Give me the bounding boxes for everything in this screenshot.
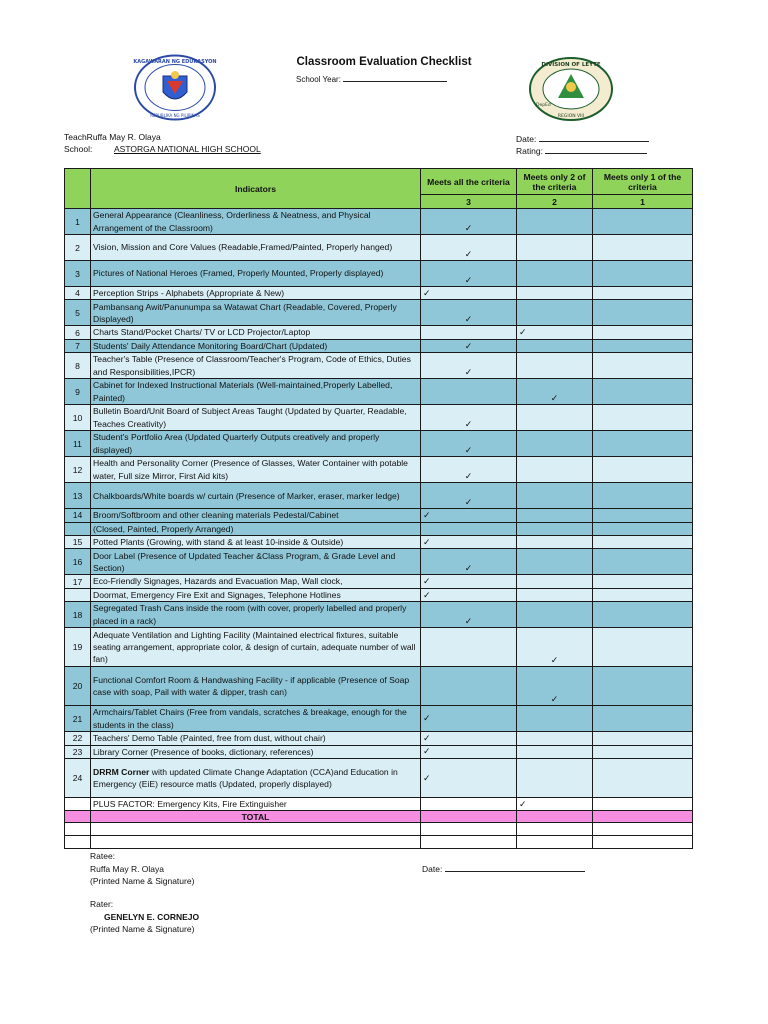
ratee-date-field xyxy=(422,862,585,876)
indicator-text: Door Label (Presence of Updated Teacher &Class Program, & Grade Level and Section) xyxy=(91,549,421,575)
table-row xyxy=(65,405,693,431)
indicator-rows xyxy=(65,209,693,811)
rating-cell-3[interactable]: ✓ xyxy=(421,431,517,457)
row-number: 4 xyxy=(65,287,91,300)
indicator-text: Perception Strips - Alphabets (Appropriate & New) xyxy=(91,287,421,300)
meets-two-header: Meets only 2 of the criteria xyxy=(517,169,593,195)
rating-cell-3[interactable]: ✓ xyxy=(421,602,517,628)
rating-cell-2[interactable]: ✓ xyxy=(517,326,593,339)
table-row xyxy=(65,339,693,352)
svg-text:DIVISION OF LEYTE: DIVISION OF LEYTE xyxy=(541,62,601,68)
school-year-label: School Year: xyxy=(296,75,341,84)
row-number: 14 xyxy=(65,509,91,522)
rating-cell-2[interactable] xyxy=(517,405,593,431)
table-row xyxy=(65,549,693,575)
table-row xyxy=(65,287,693,300)
rating-cell-2[interactable] xyxy=(517,235,593,261)
total-cell-3 xyxy=(421,811,517,823)
date-line xyxy=(539,132,649,142)
rating-cell-2[interactable] xyxy=(517,261,593,287)
rating-line xyxy=(545,144,647,154)
rating-cell-2[interactable] xyxy=(517,353,593,379)
table-row xyxy=(65,522,693,535)
rater-block xyxy=(90,898,199,936)
table-row xyxy=(65,379,693,405)
table-row xyxy=(65,353,693,379)
indicator-text: Eco-Friendly Signages, Hazards and Evacuation Map, Wall clock, xyxy=(91,575,421,588)
rating-cell-3[interactable] xyxy=(421,522,517,535)
table-row xyxy=(65,457,693,483)
table-row xyxy=(65,261,693,287)
row-number: 2 xyxy=(65,235,91,261)
number-header xyxy=(65,169,91,209)
rating-cell-2[interactable] xyxy=(517,549,593,575)
date-field xyxy=(516,132,649,144)
score-2: 2 xyxy=(517,195,593,209)
rating-field xyxy=(516,144,647,156)
teacher-label: TeachRuffa May R. Olaya xyxy=(64,132,161,142)
rating-cell-2[interactable] xyxy=(517,457,593,483)
table-row xyxy=(65,706,693,732)
rating-cell-2[interactable] xyxy=(517,602,593,628)
table-row xyxy=(65,628,693,667)
rating-cell-1[interactable] xyxy=(593,798,693,811)
rating-cell-1[interactable] xyxy=(593,536,693,549)
svg-text:DepEd: DepEd xyxy=(536,103,551,108)
page-title: Classroom Evaluation Checklist xyxy=(296,56,472,68)
table-row xyxy=(65,300,693,326)
indicator-text: Charts Stand/Pocket Charts/ TV or LCD Projector/Laptop xyxy=(91,326,421,339)
row-number: 1 xyxy=(65,209,91,235)
rater-caption: (Printed Name & Signature) xyxy=(90,924,195,934)
table-row xyxy=(65,483,693,509)
rating-cell-1[interactable] xyxy=(593,745,693,758)
rating-cell-1[interactable] xyxy=(593,326,693,339)
svg-text:KAGAWARAN NG EDUKASYON: KAGAWARAN NG EDUKASYON xyxy=(133,59,217,65)
rating-cell-1[interactable] xyxy=(593,353,693,379)
rating-cell-3[interactable]: ✓ xyxy=(421,706,517,732)
row-number: 22 xyxy=(65,732,91,745)
table-row xyxy=(65,235,693,261)
indicator-text: Teacher's Table (Presence of Classroom/Teacher's Program, Code of Ethics, Duties and Responsibilities,IPCR) xyxy=(91,353,421,379)
indicators-header: Indicators xyxy=(91,169,421,209)
rating-cell-2[interactable]: ✓ xyxy=(517,379,593,405)
row-number: 21 xyxy=(65,706,91,732)
row-number: 8 xyxy=(65,353,91,379)
row-number: 7 xyxy=(65,339,91,352)
indicator-text: Health and Personality Corner (Presence of Glasses, Water Container with potable water, Full size Mirror, First Aid kits) xyxy=(91,457,421,483)
rating-cell-1[interactable] xyxy=(593,667,693,706)
ratee-date-line xyxy=(445,862,585,872)
row-number xyxy=(65,798,91,811)
row-number: 16 xyxy=(65,549,91,575)
table-row xyxy=(65,326,693,339)
indicator-text: Student's Portfolio Area (Updated Quarterly Outputs creatively and properly displayed) xyxy=(91,431,421,457)
indicator-text: Students' Daily Attendance Monitoring Board/Chart (Updated) xyxy=(91,339,421,352)
rating-cell-3[interactable]: ✓ xyxy=(421,300,517,326)
school-year-line xyxy=(343,73,447,82)
indicator-text: Functional Comfort Room & Handwashing Facility - if applicable (Presence of Soap case with soap, Pail with water & dipper, trash can) xyxy=(91,667,421,706)
rating-cell-2[interactable] xyxy=(517,732,593,745)
rating-cell-2[interactable] xyxy=(517,536,593,549)
table-row xyxy=(65,667,693,706)
indicator-text: PLUS FACTOR: Emergency Kits, Fire Extinguisher xyxy=(91,798,421,811)
rating-cell-1[interactable] xyxy=(593,509,693,522)
rating-cell-2[interactable] xyxy=(517,209,593,235)
indicator-text: Pambansang Awit/Panunumpa sa Watawat Chart (Readable, Covered, Properly Displayed) xyxy=(91,300,421,326)
rating-cell-1[interactable] xyxy=(593,732,693,745)
rating-cell-3[interactable]: ✓ xyxy=(421,588,517,601)
indicator-text: Vision, Mission and Core Values (Readable,Framed/Painted, Properly hanged) xyxy=(91,235,421,261)
row-number: 5 xyxy=(65,300,91,326)
rating-cell-2[interactable]: ✓ xyxy=(517,628,593,667)
rating-cell-3[interactable] xyxy=(421,667,517,706)
rating-cell-2[interactable] xyxy=(517,431,593,457)
row-number: 6 xyxy=(65,326,91,339)
rating-cell-3[interactable]: ✓ xyxy=(421,732,517,745)
rating-cell-1[interactable] xyxy=(593,522,693,535)
indicator-text: Segregated Trash Cans inside the room (with cover, properly labelled and properly placed in a rack) xyxy=(91,602,421,628)
rating-cell-3[interactable]: ✓ xyxy=(421,405,517,431)
rating-cell-1[interactable] xyxy=(593,209,693,235)
table-row xyxy=(65,732,693,745)
meets-all-header: Meets all the criteria xyxy=(421,169,517,195)
rating-cell-1[interactable] xyxy=(593,706,693,732)
rating-cell-3[interactable]: ✓ xyxy=(421,759,517,798)
ratee-label: Ratee: xyxy=(90,851,116,861)
rating-cell-2[interactable] xyxy=(517,575,593,588)
rating-cell-1[interactable] xyxy=(593,549,693,575)
meets-one-header: Meets only 1 of the criteria xyxy=(593,169,693,195)
rating-cell-3[interactable]: ✓ xyxy=(421,549,517,575)
total-row xyxy=(65,811,693,823)
indicator-text: Bulletin Board/Unit Board of Subject Areas Taught (Updated by Quarter, Readable, Teaches Creativity) xyxy=(91,405,421,431)
rating-cell-3[interactable]: ✓ xyxy=(421,536,517,549)
row-number xyxy=(65,522,91,535)
ratee-block xyxy=(90,850,194,888)
school-name: ASTORGA NATIONAL HIGH SCHOOL xyxy=(114,144,261,154)
date-label: Date: xyxy=(516,134,537,144)
rating-cell-2[interactable] xyxy=(517,287,593,300)
rating-cell-3[interactable]: ✓ xyxy=(421,483,517,509)
total-cell-2 xyxy=(517,811,593,823)
table-row xyxy=(65,575,693,588)
row-number: 3 xyxy=(65,261,91,287)
total-label: TOTAL xyxy=(91,811,421,823)
table-row xyxy=(65,209,693,235)
table-row xyxy=(65,536,693,549)
row-number: 19 xyxy=(65,628,91,667)
table-row xyxy=(65,759,693,798)
rating-cell-2[interactable] xyxy=(517,300,593,326)
indicator-text: DRRM Corner with updated Climate Change Adaptation (CCA)and Education in Emergency (EiE) resource matls (Updated, properly displayed) xyxy=(91,759,421,798)
rating-cell-2[interactable] xyxy=(517,745,593,758)
rating-cell-2[interactable] xyxy=(517,588,593,601)
row-number: 17 xyxy=(65,575,91,588)
rating-cell-3[interactable] xyxy=(421,628,517,667)
row-number: 13 xyxy=(65,483,91,509)
rating-cell-1[interactable] xyxy=(593,379,693,405)
indicator-text: Doormat, Emergency Fire Exit and Signages, Telephone Hotlines xyxy=(91,588,421,601)
rating-cell-1[interactable] xyxy=(593,457,693,483)
rating-cell-1[interactable] xyxy=(593,575,693,588)
indicator-text: Teachers' Demo Table (Painted, free from dust, without chair) xyxy=(91,732,421,745)
rating-cell-3[interactable]: ✓ xyxy=(421,209,517,235)
rating-cell-1[interactable] xyxy=(593,602,693,628)
rating-cell-3[interactable]: ✓ xyxy=(421,287,517,300)
row-number: 24 xyxy=(65,759,91,798)
indicator-text: Chalkboards/White boards w/ curtain (Presence of Marker, eraser, marker ledge) xyxy=(91,483,421,509)
rating-cell-3[interactable] xyxy=(421,798,517,811)
rater-name: GENELYN E. CORNEJO xyxy=(104,911,200,922)
rating-cell-3[interactable]: ✓ xyxy=(421,353,517,379)
row-number: 11 xyxy=(65,431,91,457)
rating-cell-3[interactable]: ✓ xyxy=(421,235,517,261)
school-year-field xyxy=(296,73,447,84)
rating-cell-1[interactable] xyxy=(593,300,693,326)
rating-cell-1[interactable] xyxy=(593,431,693,457)
row-number: 23 xyxy=(65,745,91,758)
evaluation-table xyxy=(64,168,693,849)
rating-cell-3[interactable]: ✓ xyxy=(421,339,517,352)
ratee-caption: (Printed Name & Signature) xyxy=(90,876,195,886)
indicator-text: General Appearance (Cleanliness, Orderliness & Neatness, and Physical Arrangement of the Classroom) xyxy=(91,209,421,235)
indicator-text: Library Corner (Presence of books, dictionary, references) xyxy=(91,745,421,758)
score-1: 1 xyxy=(593,195,693,209)
rating-cell-2[interactable] xyxy=(517,339,593,352)
table-row xyxy=(65,798,693,811)
rating-cell-2[interactable]: ✓ xyxy=(517,798,593,811)
row-number: 10 xyxy=(65,405,91,431)
svg-text:REGION VIII: REGION VIII xyxy=(557,114,585,119)
indicator-text: (Closed, Painted, Properly Arranged) xyxy=(91,522,421,535)
rating-cell-3[interactable]: ✓ xyxy=(421,261,517,287)
blank-row xyxy=(65,836,693,849)
rating-cell-1[interactable] xyxy=(593,261,693,287)
rating-cell-2[interactable] xyxy=(517,706,593,732)
ratee-name: Ruffa May R. Olaya xyxy=(90,863,165,874)
rating-cell-3[interactable]: ✓ xyxy=(421,457,517,483)
table-row xyxy=(65,602,693,628)
rating-cell-2[interactable] xyxy=(517,509,593,522)
indicator-text: Armchairs/Tablet Chairs (Free from vandals, scratches & breakage, enough for the students in the class) xyxy=(91,706,421,732)
table-row xyxy=(65,588,693,601)
row-number xyxy=(65,588,91,601)
rating-cell-3[interactable]: ✓ xyxy=(421,745,517,758)
row-number: 12 xyxy=(65,457,91,483)
rater-label: Rater: xyxy=(90,899,114,909)
score-3: 3 xyxy=(421,195,517,209)
rating-cell-1[interactable] xyxy=(593,339,693,352)
rating-cell-1[interactable] xyxy=(593,588,693,601)
table-row xyxy=(65,509,693,522)
indicator-text: Broom/Softbroom and other cleaning materials Pedestal/Cabinet xyxy=(91,509,421,522)
blank-row xyxy=(65,823,693,836)
indicator-text: Cabinet for Indexed Instructional Materials (Well-maintained,Properly Labelled, Painted) xyxy=(91,379,421,405)
rating-cell-1[interactable] xyxy=(593,405,693,431)
rating-label: Rating: xyxy=(516,146,543,156)
rating-cell-1[interactable] xyxy=(593,759,693,798)
rating-cell-1[interactable] xyxy=(593,235,693,261)
row-number: 20 xyxy=(65,667,91,706)
total-cell-1 xyxy=(593,811,693,823)
row-number: 9 xyxy=(65,379,91,405)
table-row xyxy=(65,745,693,758)
rating-cell-2[interactable]: ✓ xyxy=(517,667,593,706)
rating-cell-1[interactable] xyxy=(593,483,693,509)
rating-cell-2[interactable] xyxy=(517,759,593,798)
ratee-date-label: Date: xyxy=(422,864,443,874)
rating-cell-3[interactable]: ✓ xyxy=(421,509,517,522)
rating-cell-3[interactable] xyxy=(421,379,517,405)
indicator-text: Potted Plants (Growing, with stand & at least 10-inside & Outside) xyxy=(91,536,421,549)
school-label: School: xyxy=(64,144,93,154)
indicator-text: Pictures of National Heroes (Framed, Properly Mounted, Properly displayed) xyxy=(91,261,421,287)
rating-cell-2[interactable] xyxy=(517,522,593,535)
total-num-cell xyxy=(65,811,91,823)
rating-cell-3[interactable]: ✓ xyxy=(421,575,517,588)
svg-text:REPUBLIKA NG PILIPINAS: REPUBLIKA NG PILIPINAS xyxy=(150,113,200,118)
rating-cell-1[interactable] xyxy=(593,628,693,667)
table-row xyxy=(65,431,693,457)
rating-cell-2[interactable] xyxy=(517,483,593,509)
indicator-text: Adequate Ventilation and Lighting Facility (Maintained electrical fixtures, suitable seating arrangement, appropriate color, & design of curtain, adequate number of wall fan) xyxy=(91,628,421,667)
rating-cell-3[interactable] xyxy=(421,326,517,339)
row-number: 18 xyxy=(65,602,91,628)
rating-cell-1[interactable] xyxy=(593,287,693,300)
row-number: 15 xyxy=(65,536,91,549)
